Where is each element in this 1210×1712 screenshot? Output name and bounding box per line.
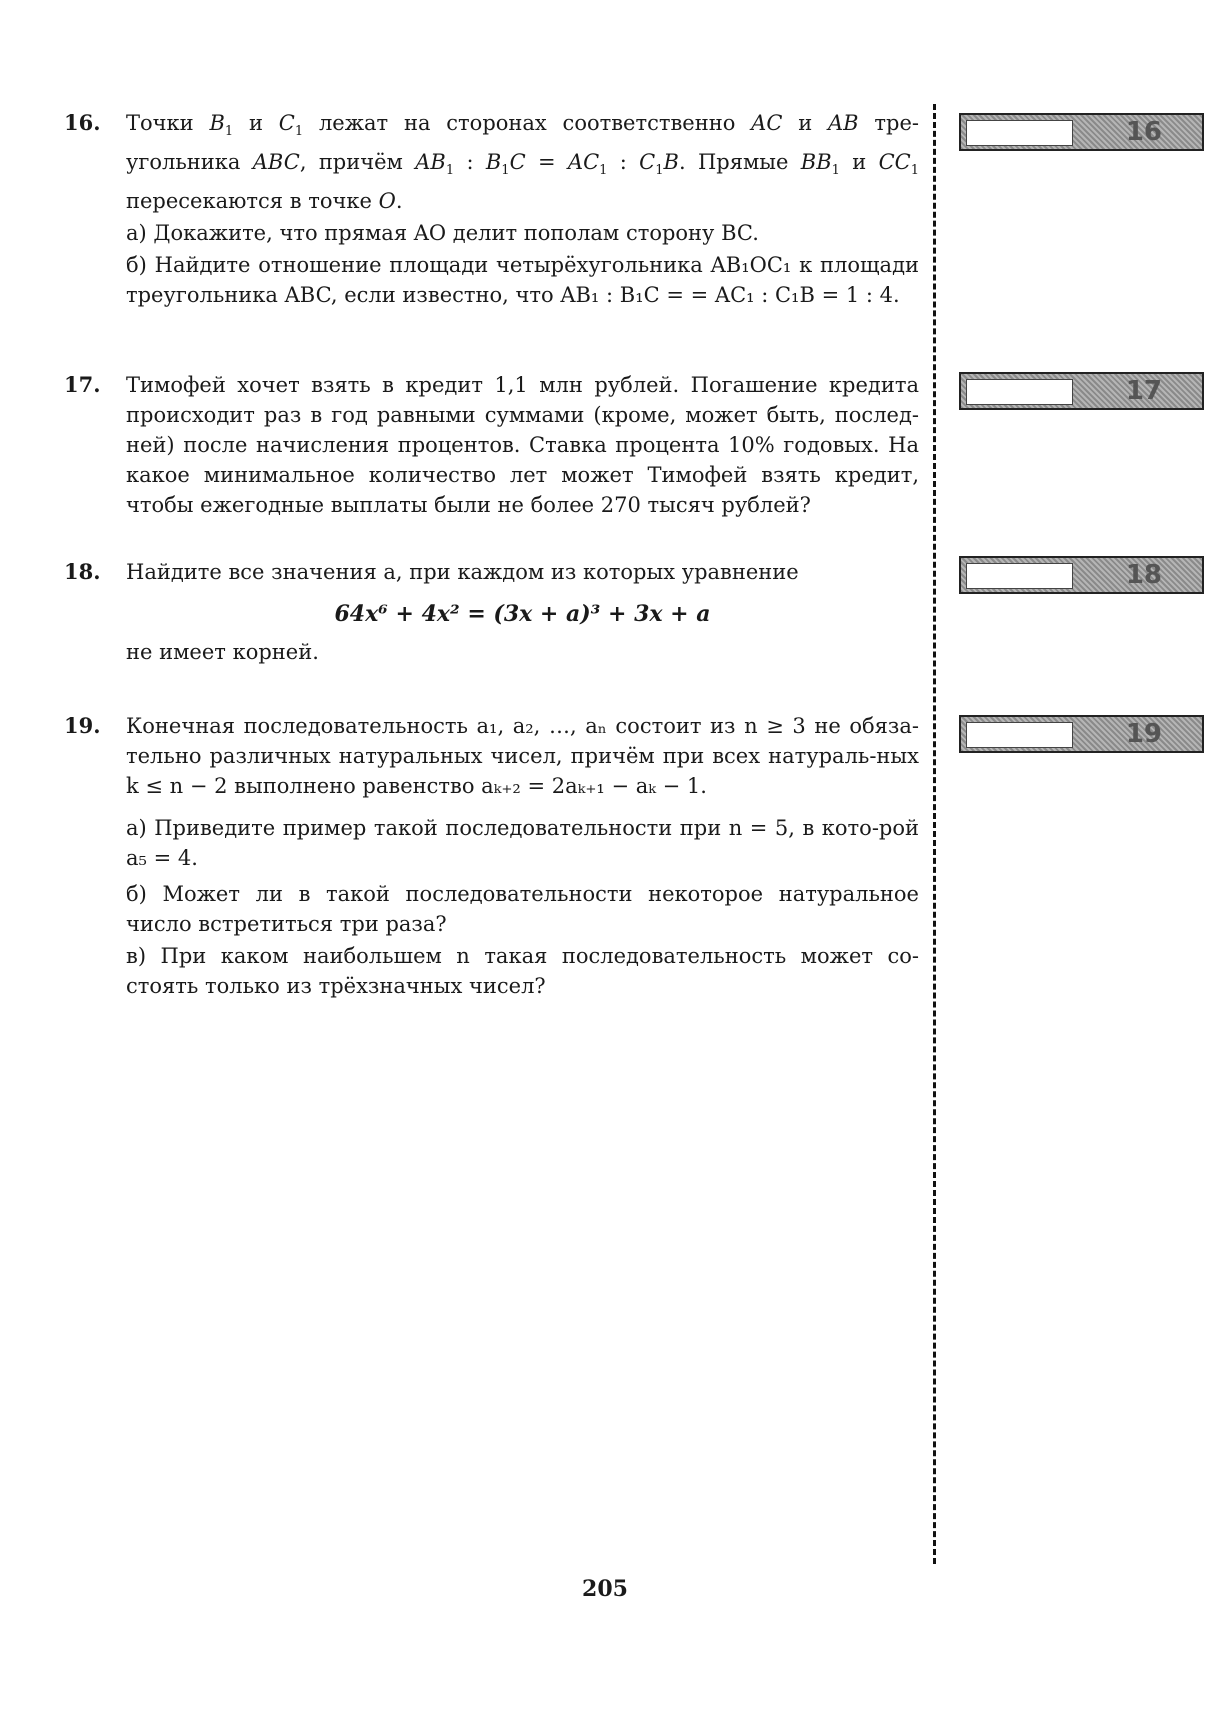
answer-box-17[interactable] bbox=[959, 372, 1204, 410]
answer-box-18[interactable] bbox=[959, 556, 1204, 594]
answer-box-number: 17 bbox=[1125, 376, 1162, 406]
problem-16 bbox=[64, 108, 919, 312]
problem-number: 17. bbox=[64, 372, 101, 397]
answer-field[interactable] bbox=[966, 379, 1073, 405]
problem-17 bbox=[64, 370, 919, 522]
answer-box-16[interactable] bbox=[959, 113, 1204, 151]
answer-box-19[interactable] bbox=[959, 715, 1204, 753]
answer-box-number: 16 bbox=[1125, 117, 1162, 147]
problem-19 bbox=[64, 711, 919, 1003]
problem-statement: Найдите все значения a, при каждом из которых уравнение bbox=[126, 560, 799, 584]
problem-number: 19. bbox=[64, 713, 101, 738]
part-b: б) Может ли в такой последовательности некоторое натуральное число встретиться три раза? bbox=[126, 882, 919, 936]
equation: 64x⁶ + 4x² = (3x + a)³ + 3x + a bbox=[334, 601, 711, 627]
part-c: в) При каком наибольшем n такая последовательность может со-стоять только из трёхзначных чисел? bbox=[126, 944, 919, 998]
answer-box-number: 18 bbox=[1125, 560, 1162, 590]
part-a: а) Приведите пример такой последовательности при n = 5, в кото-рой a₅ = 4. bbox=[126, 816, 919, 870]
problem-body bbox=[126, 370, 919, 520]
cut-line bbox=[933, 104, 936, 1564]
answer-field[interactable] bbox=[966, 722, 1073, 748]
part-b: б) Найдите отношение площади четырёхугольника AB₁OC₁ к площади треугольника ABC, если известно, что AB₁ : B₁C = = AC₁ : C₁B = 1 : 4. bbox=[126, 253, 919, 308]
answer-box-number: 19 bbox=[1125, 719, 1162, 749]
problem-18 bbox=[64, 557, 919, 669]
problem-statement: Тимофей хочет взять в кредит 1,1 млн рублей. Погашение кредита происходит раз в год равными суммами (кроме, может быть, послед-ней) после начисления процентов. Ставка процента 10% годовых. На какое минимальное количество лет может Тимофей взять кредит, чтобы ежегодные выплаты были не более 270 тысяч рублей? bbox=[126, 373, 919, 517]
problem-body bbox=[126, 557, 919, 667]
problem-tail: не имеет корней. bbox=[126, 640, 319, 664]
problem-body bbox=[126, 711, 919, 1001]
problem-body bbox=[126, 108, 919, 310]
problem-number: 16. bbox=[64, 110, 101, 135]
answer-field[interactable] bbox=[966, 563, 1073, 589]
problem-number: 18. bbox=[64, 559, 101, 584]
problem-statement: Конечная последовательность a₁, a₂, …, aₙ состоит из n ≥ 3 не обяза-тельно различных натуральных чисел, причём при всех натураль-ных k ≤ n − 2 выполнено равенство aₖ₊₂ = 2aₖ₊₁ − aₖ − 1. bbox=[126, 714, 919, 798]
page-number: 205 bbox=[582, 1576, 628, 1602]
part-a: а) Докажите, что прямая AO делит пополам сторону BC. bbox=[126, 221, 759, 246]
answer-field[interactable] bbox=[966, 120, 1073, 146]
problem-statement: Точки $B_1$ и $C_1$ лежат на сторонах соответственно AC и AB тре-угольника ABC, причём $AB_1$ : $B_1C = AC_1$ : $C_1B$. Прямые $BB_1$ и $CC_1$ пересекаются в точке O. bbox=[126, 111, 920, 214]
